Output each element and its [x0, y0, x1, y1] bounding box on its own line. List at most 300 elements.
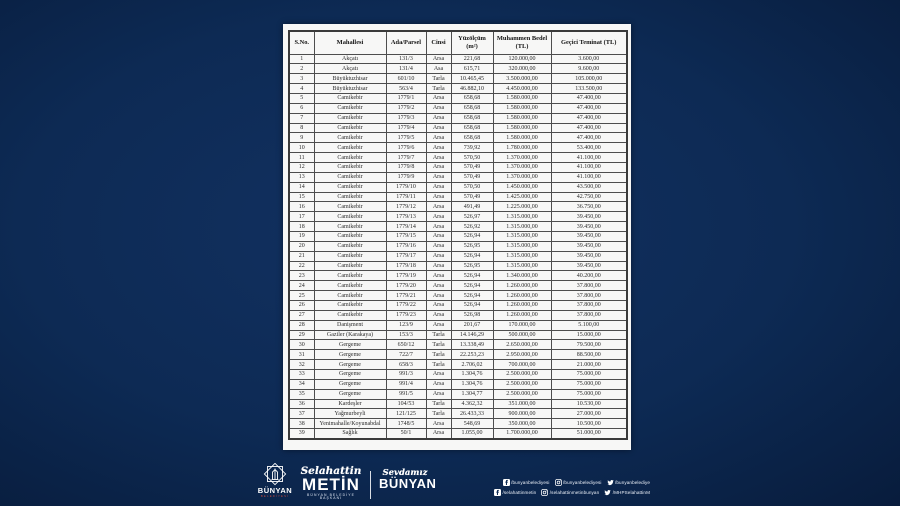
- table-cell: 739,92: [451, 143, 493, 153]
- table-cell: 32: [289, 360, 314, 370]
- table-row: [289, 84, 627, 94]
- table-cell: 1.260.000,00: [493, 281, 551, 291]
- table-cell: 14.146,29: [451, 330, 493, 340]
- table-row: [289, 271, 627, 281]
- table-header-cell: Muhammen Bedel (TL): [493, 31, 551, 54]
- table-cell: Camikebir: [314, 172, 386, 182]
- table-cell: 31: [289, 350, 314, 360]
- table-cell: 570,49: [451, 172, 493, 182]
- table-cell: Arsa: [426, 320, 451, 330]
- table-cell: 722/7: [386, 350, 426, 360]
- table-cell: Camikebir: [314, 143, 386, 153]
- logo-subtitle: BELEDİYESİ: [260, 494, 290, 498]
- table-row: [289, 429, 627, 439]
- table-cell: 570,50: [451, 182, 493, 192]
- social-item: [607, 479, 650, 486]
- table-cell: 4.450.000,00: [493, 84, 551, 94]
- table-cell: 13.338,49: [451, 340, 493, 350]
- twitter-icon: [604, 489, 611, 496]
- parcel-auction-table: [288, 30, 628, 440]
- table-row: [289, 133, 627, 143]
- table-cell: Arsa: [426, 251, 451, 261]
- social-item: [494, 489, 536, 496]
- table-cell: 20: [289, 241, 314, 251]
- table-cell: 221,68: [451, 54, 493, 64]
- facebook-icon: [503, 479, 510, 486]
- table-row: [289, 379, 627, 389]
- table-cell: Camikebir: [314, 261, 386, 271]
- table-cell: 18: [289, 222, 314, 232]
- social-handle: /MHPSelahattinM: [612, 489, 650, 495]
- table-cell: 1779/3: [386, 113, 426, 123]
- table-cell: 3.500.000,00: [493, 74, 551, 84]
- table-cell: 1: [289, 54, 314, 64]
- table-cell: 9.600,00: [551, 64, 627, 74]
- table-cell: 658,68: [451, 123, 493, 133]
- table-cell: 46.882,10: [451, 84, 493, 94]
- table-cell: 29: [289, 330, 314, 340]
- table-cell: Arsa: [426, 113, 451, 123]
- table-cell: 1.260.000,00: [493, 310, 551, 320]
- table-cell: Tarla: [426, 360, 451, 370]
- table-cell: 1.370.000,00: [493, 153, 551, 163]
- table-row: [289, 320, 627, 330]
- table-header-cell: Mahallesi: [314, 31, 386, 54]
- table-cell: 1779/9: [386, 172, 426, 182]
- table-cell: 570,50: [451, 153, 493, 163]
- table-cell: 2.650.000,00: [493, 340, 551, 350]
- table-cell: 991/3: [386, 370, 426, 380]
- table-cell: Camikebir: [314, 281, 386, 291]
- mayor-title: BÜNYAN BELEDİYE BAŞKANI: [307, 493, 355, 501]
- table-cell: Camikebir: [314, 153, 386, 163]
- table-cell: Camikebir: [314, 271, 386, 281]
- table-cell: Gergeme: [314, 340, 386, 350]
- table-cell: 526,94: [451, 281, 493, 291]
- table-cell: 7: [289, 113, 314, 123]
- table-cell: 47.400,00: [551, 113, 627, 123]
- table-cell: 1.780.000,00: [493, 143, 551, 153]
- table-cell: 15.000,00: [551, 330, 627, 340]
- table-cell: 1.315.000,00: [493, 261, 551, 271]
- table-cell: 41.100,00: [551, 153, 627, 163]
- table-cell: 1.225.000,00: [493, 202, 551, 212]
- social-row-municipality: [503, 479, 650, 486]
- table-cell: 548,69: [451, 419, 493, 429]
- table-cell: 500.000,00: [493, 330, 551, 340]
- table-cell: 1748/5: [386, 419, 426, 429]
- table-cell: Arsa: [426, 212, 451, 222]
- table-cell: 39.450,00: [551, 261, 627, 271]
- table-cell: 1779/6: [386, 143, 426, 153]
- table-cell: Arsa: [426, 261, 451, 271]
- table-cell: 1779/18: [386, 261, 426, 271]
- table-cell: 1779/15: [386, 231, 426, 241]
- bunyan-emblem-icon: [259, 463, 291, 486]
- table-cell: 39: [289, 429, 314, 439]
- table-cell: 2.950.000,00: [493, 350, 551, 360]
- table-cell: 75.000,00: [551, 370, 627, 380]
- table-cell: 1779/1: [386, 93, 426, 103]
- table-cell: 3: [289, 74, 314, 84]
- table-cell: 491,49: [451, 202, 493, 212]
- table-cell: 11: [289, 153, 314, 163]
- table-cell: 700.000,00: [493, 360, 551, 370]
- table-cell: 47.400,00: [551, 103, 627, 113]
- table-cell: Arsa: [426, 133, 451, 143]
- table-cell: Yenimahalle/Koyunabdal: [314, 419, 386, 429]
- table-row: [289, 74, 627, 84]
- table-cell: 1.315.000,00: [493, 212, 551, 222]
- table-cell: 1.580.000,00: [493, 93, 551, 103]
- table-row: [289, 212, 627, 222]
- table-cell: Kardeşler: [314, 399, 386, 409]
- table-cell: 1.260.000,00: [493, 291, 551, 301]
- table-cell: 650/12: [386, 340, 426, 350]
- table-row: [289, 419, 627, 429]
- table-row: [289, 93, 627, 103]
- table-cell: 1779/22: [386, 300, 426, 310]
- table-cell: 1.315.000,00: [493, 231, 551, 241]
- table-cell: 1.580.000,00: [493, 123, 551, 133]
- table-cell: 104/53: [386, 399, 426, 409]
- table-cell: 10: [289, 143, 314, 153]
- instagram-icon: [541, 489, 548, 496]
- table-cell: 47.400,00: [551, 123, 627, 133]
- table-cell: 991/4: [386, 379, 426, 389]
- table-cell: Arsa: [426, 271, 451, 281]
- table-cell: Camikebir: [314, 182, 386, 192]
- table-cell: 131/4: [386, 64, 426, 74]
- table-header-cell: S.No.: [289, 31, 314, 54]
- social-item: [541, 489, 599, 496]
- mayor-last-name: METİN: [302, 474, 360, 494]
- table-row: [289, 350, 627, 360]
- table-cell: 570,49: [451, 192, 493, 202]
- table-row: [289, 153, 627, 163]
- table-cell: Gergeme: [314, 360, 386, 370]
- table-cell: 37.800,00: [551, 310, 627, 320]
- table-cell: Arsa: [426, 143, 451, 153]
- table-row: [289, 202, 627, 212]
- table-cell: Arsa: [426, 379, 451, 389]
- table-cell: 1779/21: [386, 291, 426, 301]
- table-cell: 615,71: [451, 64, 493, 74]
- table-row: [289, 54, 627, 64]
- table-cell: Arsa: [426, 103, 451, 113]
- table-cell: 10.465,45: [451, 74, 493, 84]
- table-row: [289, 281, 627, 291]
- table-cell: 37.800,00: [551, 281, 627, 291]
- table-cell: 3.600,00: [551, 54, 627, 64]
- mayor-first-name: Selahattin: [300, 465, 362, 477]
- table-cell: 1779/14: [386, 222, 426, 232]
- table-cell: 21: [289, 251, 314, 261]
- table-row: [289, 172, 627, 182]
- table-cell: 526,95: [451, 241, 493, 251]
- table-cell: 1779/12: [386, 202, 426, 212]
- table-cell: 526,94: [451, 291, 493, 301]
- table-cell: 19: [289, 231, 314, 241]
- table-row: [289, 251, 627, 261]
- table-cell: Arsa: [426, 123, 451, 133]
- table-cell: 1.370.000,00: [493, 162, 551, 172]
- table-cell: 153/3: [386, 330, 426, 340]
- table-cell: Arsa: [426, 429, 451, 439]
- table-cell: 42.750,00: [551, 192, 627, 202]
- table-cell: 35: [289, 389, 314, 399]
- social-handle: /selahattinmetinbunyan: [549, 489, 600, 495]
- table-cell: 1779/11: [386, 192, 426, 202]
- table-header-cell: Yüzölçüm (m²): [451, 31, 493, 54]
- table-cell: 120.000,00: [493, 54, 551, 64]
- logo-title: BÜNYAN: [257, 486, 293, 495]
- table-cell: Büyüktuzhisar: [314, 84, 386, 94]
- table-cell: 526,94: [451, 231, 493, 241]
- table-cell: 5.100,00: [551, 320, 627, 330]
- slogan-script: Sevdamız: [382, 468, 428, 478]
- table-cell: Tarla: [426, 84, 451, 94]
- social-row-mayor: [494, 489, 650, 496]
- table-cell: Camikebir: [314, 222, 386, 232]
- table-cell: Gergeme: [314, 350, 386, 360]
- table-cell: 1779/23: [386, 310, 426, 320]
- table-cell: Arsa: [426, 202, 451, 212]
- table-cell: 36.750,00: [551, 202, 627, 212]
- table-cell: 658,68: [451, 103, 493, 113]
- table-cell: 5: [289, 93, 314, 103]
- table-cell: 1.700.000,00: [493, 429, 551, 439]
- table-cell: 13: [289, 172, 314, 182]
- table-cell: 53.400,00: [551, 143, 627, 153]
- table-cell: 15: [289, 192, 314, 202]
- table-cell: 526,97: [451, 212, 493, 222]
- footer: [0, 460, 900, 506]
- table-cell: 526,92: [451, 222, 493, 232]
- table-row: [289, 231, 627, 241]
- table-cell: 131/3: [386, 54, 426, 64]
- table-cell: 1.340.000,00: [493, 271, 551, 281]
- table-cell: Arsa: [426, 300, 451, 310]
- table-cell: 1779/20: [386, 281, 426, 291]
- table-cell: 526,94: [451, 300, 493, 310]
- table-cell: 1.580.000,00: [493, 103, 551, 113]
- table-cell: Arsa: [426, 231, 451, 241]
- table-cell: 30: [289, 340, 314, 350]
- table-cell: 526,94: [451, 271, 493, 281]
- table-cell: 37.800,00: [551, 300, 627, 310]
- table-cell: 1.315.000,00: [493, 222, 551, 232]
- social-item: [604, 489, 650, 496]
- table-cell: 2.706,02: [451, 360, 493, 370]
- table-cell: Camikebir: [314, 202, 386, 212]
- city-slogan: [379, 468, 437, 491]
- table-cell: 170.000,00: [493, 320, 551, 330]
- table-cell: 37: [289, 409, 314, 419]
- table-cell: 10.500,00: [551, 419, 627, 429]
- social-item: [555, 479, 602, 486]
- table-cell: 2.500.000,00: [493, 370, 551, 380]
- table-cell: 47.400,00: [551, 93, 627, 103]
- social-item: [503, 479, 550, 486]
- table-cell: Akçatı: [314, 54, 386, 64]
- table-cell: 1.260.000,00: [493, 300, 551, 310]
- footer-divider: [370, 471, 371, 499]
- table-cell: 526,98: [451, 310, 493, 320]
- table-cell: Camikebir: [314, 162, 386, 172]
- table-cell: 26.433,33: [451, 409, 493, 419]
- table-row: [289, 340, 627, 350]
- table-cell: Camikebir: [314, 291, 386, 301]
- table-row: [289, 310, 627, 320]
- table-row: [289, 182, 627, 192]
- table-cell: Büyüktuzhisar: [314, 74, 386, 84]
- table-cell: Arsa: [426, 310, 451, 320]
- instagram-icon: [555, 479, 562, 486]
- table-cell: 33: [289, 370, 314, 380]
- table-cell: 1.304,77: [451, 389, 493, 399]
- table-cell: 79.500,00: [551, 340, 627, 350]
- table-row: [289, 261, 627, 271]
- municipality-logo: [255, 463, 295, 498]
- table-row: [289, 389, 627, 399]
- table-cell: 22: [289, 261, 314, 271]
- table-cell: Camikebir: [314, 310, 386, 320]
- table-header-cell: Cinsi: [426, 31, 451, 54]
- table-cell: 23: [289, 271, 314, 281]
- table-cell: 39.450,00: [551, 212, 627, 222]
- mayor-signature: [295, 466, 367, 501]
- table-row: [289, 113, 627, 123]
- table-cell: Camikebir: [314, 93, 386, 103]
- table-cell: Gaziler (Karakaya): [314, 330, 386, 340]
- table-cell: 1779/19: [386, 271, 426, 281]
- table-row: [289, 360, 627, 370]
- table-cell: 40.200,00: [551, 271, 627, 281]
- table-cell: 1.425.000,00: [493, 192, 551, 202]
- table-cell: 1779/7: [386, 153, 426, 163]
- table-row: [289, 330, 627, 340]
- twitter-icon: [607, 479, 614, 486]
- table-cell: Tarla: [426, 330, 451, 340]
- table-cell: Arsa: [426, 281, 451, 291]
- table-cell: 36: [289, 399, 314, 409]
- table-cell: 88.500,00: [551, 350, 627, 360]
- table-cell: Arsa: [426, 389, 451, 399]
- table-row: [289, 222, 627, 232]
- table-cell: Arsa: [426, 54, 451, 64]
- table-cell: Arsa: [426, 241, 451, 251]
- table-cell: 123/9: [386, 320, 426, 330]
- table-cell: 27.000,00: [551, 409, 627, 419]
- table-cell: 75.000,00: [551, 389, 627, 399]
- table-cell: 658,68: [451, 93, 493, 103]
- table-cell: 320.000,00: [493, 64, 551, 74]
- table-cell: 1.315.000,00: [493, 251, 551, 261]
- social-handle: /bunyanbelediyesi: [563, 480, 602, 485]
- table-cell: 9: [289, 133, 314, 143]
- table-cell: Gergeme: [314, 379, 386, 389]
- table-cell: Gergeme: [314, 370, 386, 380]
- table-row: [289, 409, 627, 419]
- table-cell: Camikebir: [314, 241, 386, 251]
- table-cell: 1779/2: [386, 103, 426, 113]
- table-cell: 14: [289, 182, 314, 192]
- table-cell: 1.055,00: [451, 429, 493, 439]
- table-row: [289, 64, 627, 74]
- table-cell: 1779/4: [386, 123, 426, 133]
- table-cell: 658,68: [451, 113, 493, 123]
- table-cell: 526,94: [451, 251, 493, 261]
- table-cell: 39.450,00: [551, 241, 627, 251]
- table-cell: 563/4: [386, 84, 426, 94]
- table-header-cell: Ada/Parsel: [386, 31, 426, 54]
- table-row: [289, 399, 627, 409]
- table-cell: 10.530,00: [551, 399, 627, 409]
- table-cell: 4: [289, 84, 314, 94]
- table-cell: 1779/10: [386, 182, 426, 192]
- table-cell: 1779/5: [386, 133, 426, 143]
- social-handle: /bunyanbelediyesi: [511, 480, 550, 485]
- table-cell: 51.000,00: [551, 429, 627, 439]
- social-links: [470, 479, 650, 496]
- table-cell: 22.253,23: [451, 350, 493, 360]
- table-row: [289, 103, 627, 113]
- table-cell: 38: [289, 419, 314, 429]
- table-cell: Yağmurbeyli: [314, 409, 386, 419]
- table-cell: Tarla: [426, 350, 451, 360]
- table-row: [289, 291, 627, 301]
- table-cell: Arsa: [426, 192, 451, 202]
- table-cell: Asa: [426, 64, 451, 74]
- table-row: [289, 192, 627, 202]
- table-cell: 658/3: [386, 360, 426, 370]
- table-cell: 1779/16: [386, 241, 426, 251]
- table-cell: 601/10: [386, 74, 426, 84]
- table-cell: Camikebir: [314, 192, 386, 202]
- table-cell: 351.000,00: [493, 399, 551, 409]
- table-cell: 1.304,76: [451, 370, 493, 380]
- table-cell: 2.500.000,00: [493, 379, 551, 389]
- table-cell: 26: [289, 300, 314, 310]
- table-row: [289, 123, 627, 133]
- table-cell: 75.000,00: [551, 379, 627, 389]
- table-cell: Arsa: [426, 370, 451, 380]
- table-row: [289, 162, 627, 172]
- table-cell: 1779/13: [386, 212, 426, 222]
- table-cell: Sağlık: [314, 429, 386, 439]
- table-cell: 570,49: [451, 162, 493, 172]
- table-cell: Tarla: [426, 399, 451, 409]
- table-cell: 39.450,00: [551, 251, 627, 261]
- table-cell: Tarla: [426, 340, 451, 350]
- table-cell: 41.100,00: [551, 172, 627, 182]
- table-cell: 6: [289, 103, 314, 113]
- table-cell: Akçatı: [314, 64, 386, 74]
- table-cell: 8: [289, 123, 314, 133]
- table-cell: 39.450,00: [551, 222, 627, 232]
- table-cell: 4.362,32: [451, 399, 493, 409]
- table-cell: 16: [289, 202, 314, 212]
- table-cell: Camikebir: [314, 300, 386, 310]
- table-cell: 34: [289, 379, 314, 389]
- table-cell: 21.000,00: [551, 360, 627, 370]
- table-cell: 1.315.000,00: [493, 241, 551, 251]
- social-handle: /bunyanbelediye: [615, 480, 650, 485]
- table-cell: Camikebir: [314, 231, 386, 241]
- table-cell: 1.304,76: [451, 379, 493, 389]
- table-row: [289, 370, 627, 380]
